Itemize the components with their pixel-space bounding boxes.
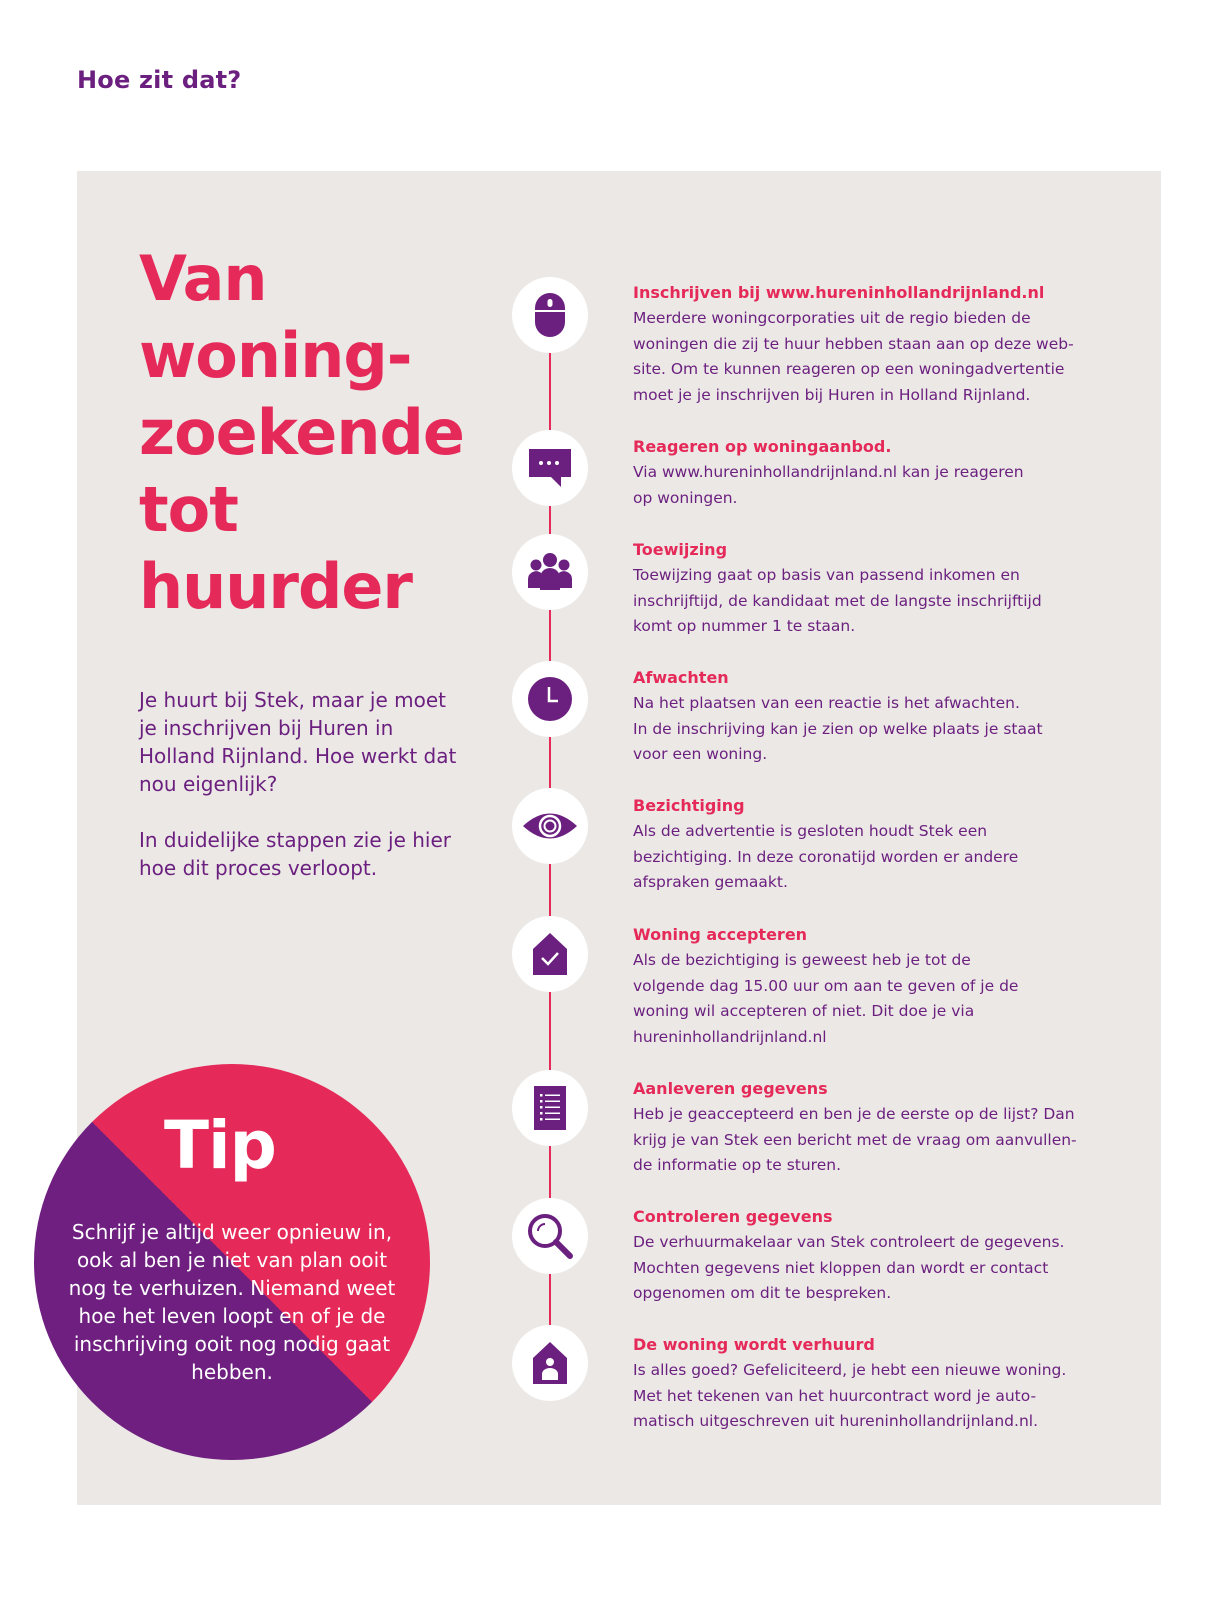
magnifier-icon (512, 1198, 588, 1274)
step-item (633, 922, 1093, 1051)
eye-icon (512, 788, 588, 864)
hero-title-line: Van (139, 242, 267, 315)
step-body: Heb je geaccepteerd en ben je de eerste op de lijst? Dan krijg je van Stek een bericht met de vraag om aanvullen- de informatie op te sturen. (633, 1105, 1077, 1175)
mouse-icon (512, 277, 588, 353)
step-title: Reageren op woningaanbod. (633, 437, 892, 456)
step-title: De woning wordt verhuurd (633, 1335, 875, 1354)
intro-text (139, 686, 459, 910)
tip-title: Tip (164, 1107, 276, 1184)
group-icon (512, 534, 588, 610)
step-item (633, 1332, 1093, 1435)
step-title: Woning accepteren (633, 925, 808, 944)
step-title: Bezichtiging (633, 796, 745, 815)
step-body: Meerdere woningcorporaties uit de regio bieden de woningen die zij te huur hebben staan aan op deze web- site. Om te kunnen reageren op een woningadvertentie moet je je inschrijven bij Huren in Holland Rijnland. (633, 309, 1074, 405)
step-body: Toewijzing gaat op basis van passend inkomen en inschrijftijd, de kandidaat met de langste inschrijftijd komt op nummer 1 te staan. (633, 566, 1042, 636)
hero-title (139, 240, 479, 625)
intro-paragraph: Je huurt bij Stek, maar je moet je inschrijven bij Huren in Holland Rijnland. Hoe werkt dat nou eigenlijk? (139, 688, 457, 796)
house-check-icon (512, 916, 588, 992)
step-body: Als de bezichtiging is geweest heb je tot de volgende dag 15.00 uur om aan te geven of je de woning wil accepteren of niet. Dit doe je via hureninhollandrijnland.nl (633, 951, 1019, 1047)
tip-text: Schrijf je altijd weer opnieuw in, ook al ben je niet van plan ooit nog te verhuizen. Niemand weet hoe het leven loopt en of je de inschrijving ooit nog nodig gaat hebben. (68, 1220, 396, 1384)
step-body: Is alles goed? Gefeliciteerd, je hebt een nieuwe woning. Met het tekenen van het huurcontract word je auto- matisch uitgeschreven uit hureninhollandrijnland.nl. (633, 1361, 1067, 1431)
step-body: Na het plaatsen van een reactie is het afwachten. In de inschrijving kan je zien op welke plaats je staat voor een woning. (633, 694, 1043, 764)
clock-icon (512, 661, 588, 737)
house-person-icon (512, 1325, 588, 1401)
document-list-icon (512, 1070, 588, 1146)
step-item (633, 434, 1093, 511)
step-body: Via www.hureninhollandrijnland.nl kan je reageren op woningen. (633, 463, 1024, 507)
step-title: Afwachten (633, 668, 729, 687)
step-title: Aanleveren gegevens (633, 1079, 828, 1098)
step-item (633, 793, 1093, 896)
step-item (633, 537, 1093, 640)
step-body: Als de advertentie is gesloten houdt Stek een bezichtiging. In deze coronatijd worden er andere afspraken gemaakt. (633, 822, 1019, 892)
hero-title-line: tot (139, 473, 238, 546)
page-header-title: Hoe zit dat? (77, 66, 242, 94)
hero-title-line: zoekende (139, 396, 464, 469)
chat-bubble-icon (512, 430, 588, 506)
step-item (633, 1204, 1093, 1307)
intro-paragraph: In duidelijke stappen zie je hier hoe dit proces verloopt. (139, 828, 452, 880)
hero-title-line: huurder (139, 550, 412, 623)
step-title: Controleren gegevens (633, 1207, 833, 1226)
step-item (633, 1076, 1093, 1179)
step-item (633, 280, 1093, 409)
step-title: Toewijzing (633, 540, 728, 559)
step-body: De verhuurmakelaar van Stek controleert de gegevens. Mochten gegevens niet kloppen dan wordt er contact opgenomen om dit te bespreken. (633, 1233, 1065, 1303)
step-title: Inschrijven bij www.hureninhollandrijnland.nl (633, 283, 1045, 302)
hero-title-line: woning- (139, 319, 412, 392)
step-item (633, 665, 1093, 768)
